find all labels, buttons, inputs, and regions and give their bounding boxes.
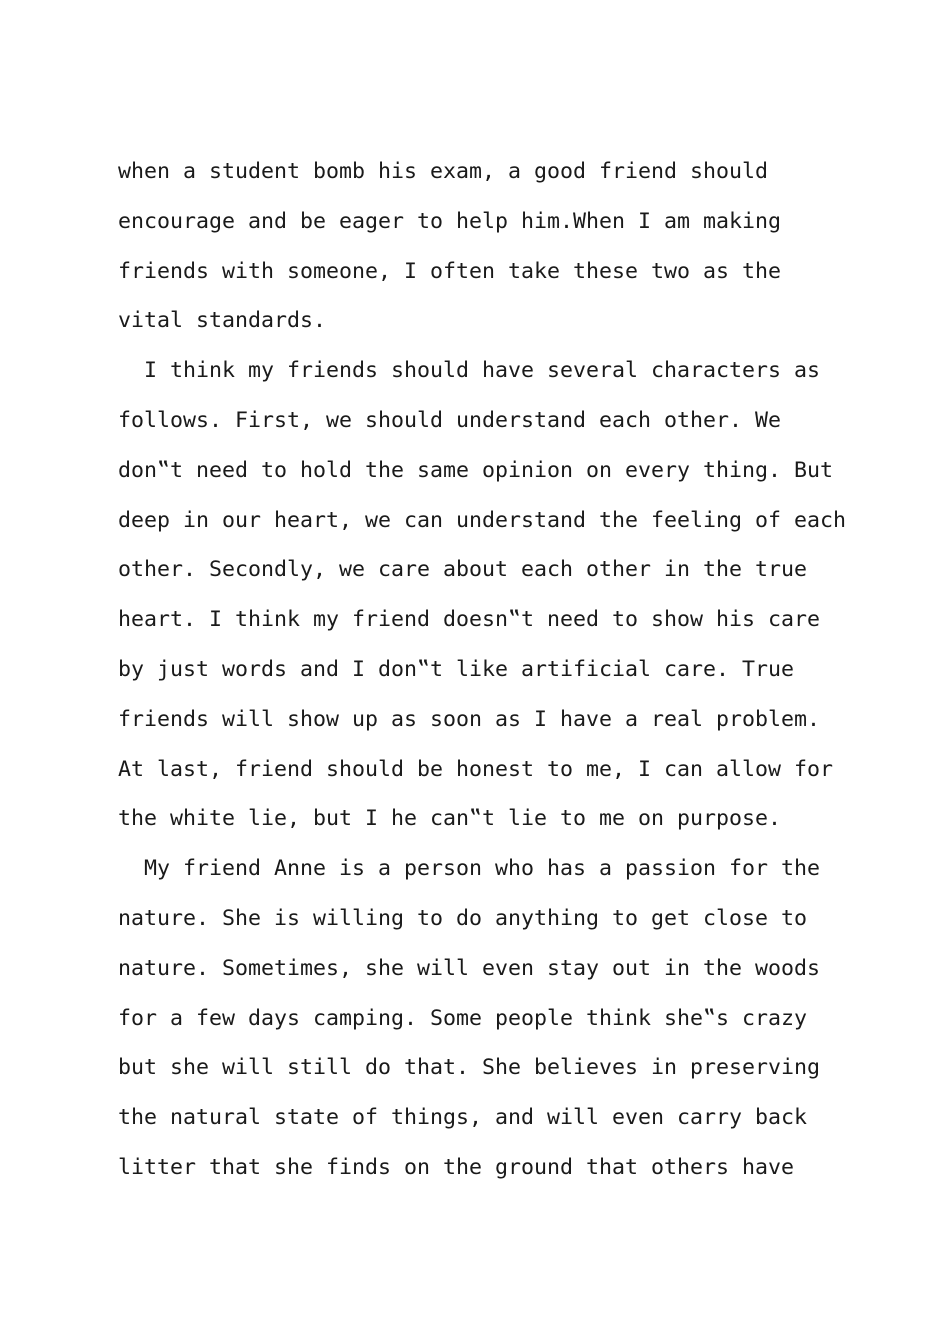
text-line: At last, friend should be honest to me, I can allow for: [118, 756, 834, 782]
text-line: the natural state of things, and will even carry back: [118, 1105, 808, 1131]
text-line: by just words and I don‟t like artificial care. True: [118, 656, 795, 682]
text-line: litter that she finds on the ground that others have: [118, 1154, 795, 1180]
text-line: encourage and be eager to help him.When I am making: [118, 208, 782, 234]
text-line: nature. Sometimes, she will even stay out in the woods: [118, 955, 821, 981]
text-line: but she will still do that. She believes in preserving: [118, 1055, 821, 1081]
text-line: friends will show up as soon as I have a real problem.: [118, 706, 821, 732]
text-line: follows. First, we should understand each other. We: [118, 407, 782, 433]
text-line: the white lie, but I he can‟t lie to me on purpose.: [118, 806, 782, 832]
text-line: other. Secondly, we care about each other in the true: [118, 557, 808, 583]
text-line: I think my friends should have several characters as: [118, 358, 821, 384]
text-line: My friend Anne is a person who has a passion for the: [118, 856, 821, 882]
text-line: for a few days camping. Some people think she‟s crazy: [118, 1005, 808, 1031]
text-line: nature. She is willing to do anything to get close to: [118, 905, 808, 931]
text-line: deep in our heart, we can understand the feeling of each: [118, 507, 847, 533]
document-body: [118, 147, 848, 1193]
text-line: vital standards.: [118, 308, 327, 334]
text-line: don‟t need to hold the same opinion on every thing. But: [118, 457, 834, 483]
text-line: when a student bomb his exam, a good friend should: [118, 159, 769, 184]
text-line: heart. I think my friend doesn‟t need to show his care: [118, 607, 821, 633]
text-line: friends with someone, I often take these two as the: [118, 258, 782, 284]
